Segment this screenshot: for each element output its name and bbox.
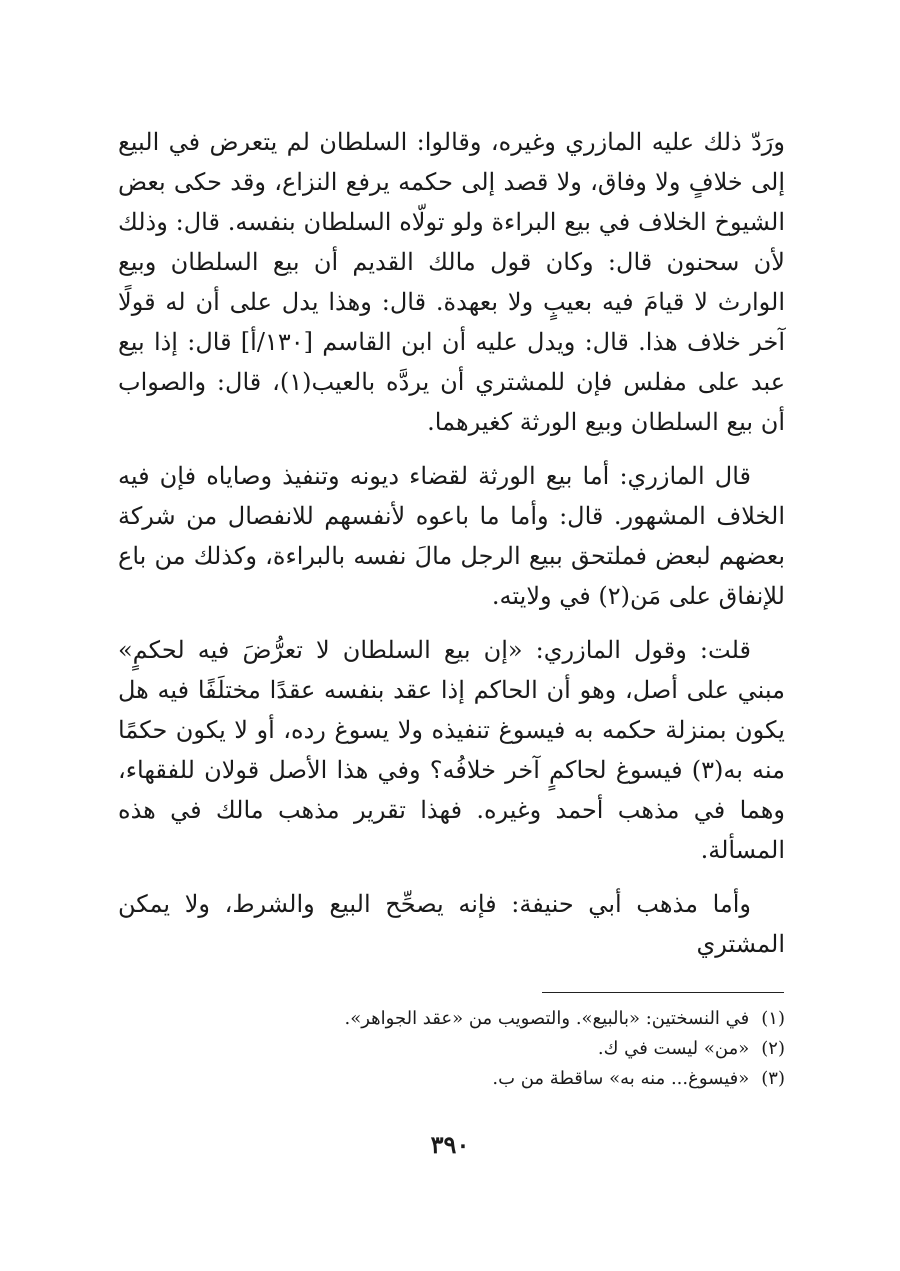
footnote-2 — [118, 1034, 785, 1064]
footnote-number: (٣) — [761, 1068, 785, 1089]
main-text — [118, 122, 785, 978]
footnote-text: «فيسوغ... منه به» ساقطة من ب. — [492, 1068, 750, 1089]
paragraph-1: ورَدّ ذلك عليه المازري وغيره، وقالوا: السلطان لم يتعرض في البيع إلى خلافٍ ولا وفاق، ولا قصد إلى حكمه يرفع النزاع، وقد حكى بعض الشيوخ الخلاف في بيع البراءة ولو تولّاه السلطان بنفسه. قال: وذلك لأن سحنون قال: وكان قول مالك القديم أن بيع السلطان وبيع الوارث لا قيامَ فيه بعيبٍ ولا بعهدة. قال: وهذا يدل على أن له قولًا آخر خلاف هذا. قال: ويدل عليه أن ابن القاسم [١٣٠/أ] قال: إذا بيع عبد على مفلس فإن للمشتري أن يردَّه بالعيب(١)، قال: والصواب أن بيع السلطان وبيع الورثة كغيرهما. — [118, 128, 786, 436]
footnote-text: «من» ليست في ك. — [597, 1038, 750, 1059]
page-number: ٣٩٠ — [430, 1130, 470, 1159]
paragraph-3: قلت: وقول المازري: «إن بيع السلطان لا تعرُّضَ فيه لحكمٍ» مبني على أصل، وهو أن الحاكم إذا عقد بنفسه عقدًا مختلَفًا فيه هل يكون بمنزلة حكمه به فيسوغ تنفيذه ولا يسوغ رده، أو لا يكون حكمًا منه به(٣) فيسوغ لحاكمٍ آخر خلافُه؟ وفي هذا الأصل قولان للفقهاء، وهما في مذهب أحمد وغيره. فهذا تقرير مذهب مالك في هذه المسألة. — [118, 636, 785, 864]
paragraph-2: قال المازري: أما بيع الورثة لقضاء ديونه وتنفيذ وصاياه فإن فيه الخلاف المشهور. قال: وأما ما باعوه لأنفسهم للانفصال من شركة بعضهم لبعض فملتحق ببيع الرجل مالَ نفسه بالبراءة، وكذلك من باع للإنفاق على مَن(٢) في ولايته. — [118, 462, 786, 610]
footnote-3 — [118, 1064, 785, 1094]
paragraph-4: وأما مذهب أبي حنيفة: فإنه يصحِّح البيع والشرط، ولا يمكن المشتري — [118, 890, 785, 958]
footnote-divider — [542, 992, 784, 993]
footnote-number: (١) — [761, 1008, 785, 1029]
footnotes — [118, 1004, 785, 1094]
footnote-number: (٢) — [761, 1038, 785, 1059]
footnote-text: في النسختين: «بالبيع». والتصويب من «عقد الجواهر». — [344, 1008, 750, 1029]
footnote-1 — [118, 1004, 785, 1034]
